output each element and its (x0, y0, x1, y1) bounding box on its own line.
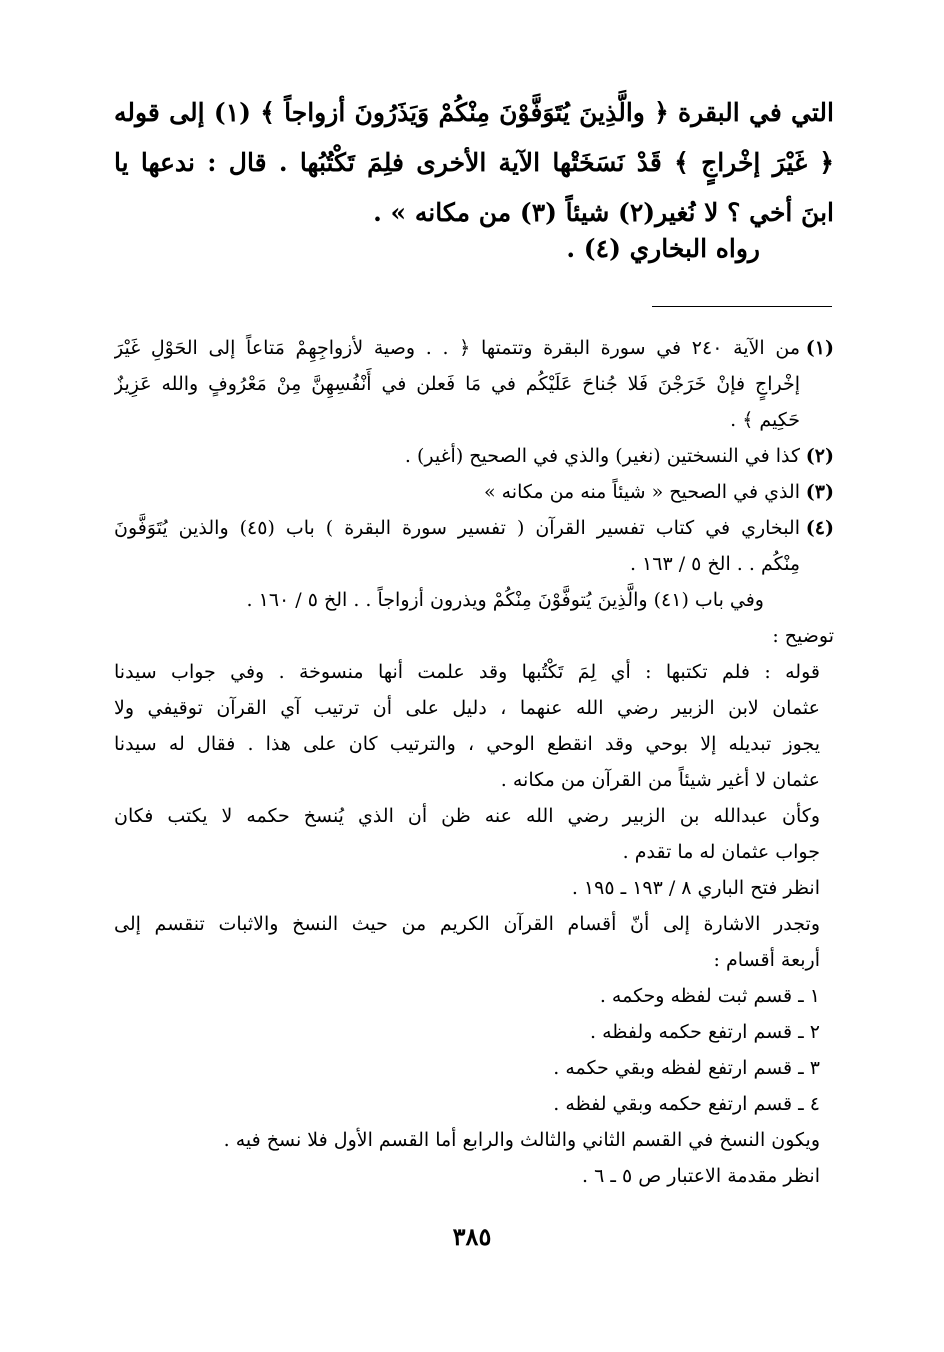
page-number: ٣٨٥ (452, 1222, 492, 1251)
footnote-line: الذي في الصحيح « شيئاً منه من مكانه » (483, 481, 800, 503)
footnote-line: كذا في النسختين (نغير) والذي في الصحيح (أغير) . (404, 445, 800, 467)
explanation-line: أربعة أقسام : (713, 949, 820, 971)
explanation-line: وكأن عبدالله بن الزبير رضي الله عنه ظن أن الذي يُنسخ حكمه لا يكتب فكان (114, 805, 820, 827)
footnote-number: (٤) (805, 517, 834, 539)
footnote-divider (652, 306, 832, 307)
explanation-title: توضيح : (772, 625, 834, 647)
footnote-3 (114, 474, 834, 510)
footnote-line: من الآية ٢٤٠ في سورة البقرة وتتمتها ﴿ . . وصية لأزواجِهِمْ مَتاعاً إلى الحَوْلِ غَيْرَ (114, 337, 800, 359)
explanation-line: وتجدر الاشارة إلى أنّ أقسام القرآن الكريم من حيث النسخ والاثبات تنقسم إلى (114, 913, 820, 935)
main-hadith-text (114, 88, 834, 238)
footnote-line: حَكِيم ﴾ . (730, 409, 800, 431)
footnote-number: (٢) (805, 445, 834, 467)
explanation-section (114, 618, 834, 1194)
main-line: التي في البقرة ﴿ والَّذِينَ يُتَوَفَّوْنَ مِنْكُمْ وَيَذَرُونَ أزواجاً ﴾ (١) إلى قوله (114, 98, 834, 127)
explanation-line: ويكون النسخ في القسم الثاني والثالث والرابع أما القسم الأول فلا نسخ فيه . (223, 1129, 820, 1151)
narration-source: رواه البخاري (٤) . (566, 234, 760, 263)
footnote-extra: وفي باب (٤١) والَّذِينَ يُتوفَّوْنَ مِنْكُمْ ويذرون أزواجاً . . الخ ٥ / ١٦٠ . (246, 589, 764, 611)
explanation-line: جواب عثمان له ما تقدم . (622, 841, 820, 863)
footnote-4 (114, 510, 834, 618)
main-line: ابنَ أخي ؟ لا نُغير(٢) شيئاً (٣) من مكانه » . (373, 198, 834, 227)
footnote-1 (114, 330, 834, 438)
list-item: ١ ـ قسم ثبت لفظه وحكمه . (599, 985, 820, 1007)
explanation-line: قوله : فلم تكتبها : أي لِمَ تَكْتُبها وقد علمت أنها منسوخة . وفي جواب سيدنا (114, 661, 820, 683)
categories-list (114, 978, 834, 1122)
footnote-number: (١) (805, 337, 834, 359)
footnote-2 (114, 438, 834, 474)
footnote-number: (٣) (805, 481, 834, 503)
explanation-line: يجوز تبديله إلا بوحي وقد انقطع الوحي ، والترتيب كان على هذا . فقال له سيدنا (114, 733, 820, 755)
list-item: ٤ ـ قسم ارتفع حكمه وبقي لفظه . (553, 1093, 820, 1115)
footnote-line: البخاري في كتاب تفسير القرآن ( تفسير سورة البقرة ) باب (٤٥) والذين يُتَوَفَّونَ (114, 517, 800, 539)
footnote-line: مِنْكُم . . الخ ٥ / ١٦٣ . (629, 553, 800, 575)
main-line: ﴿ غَيْرَ إخْراجٍ ﴾ قَدْ نَسَخَتْها الآية الأخرى فلِمَ تَكْتُبُها . قال : ندعها يا (114, 148, 834, 177)
reference-line: انظر مقدمة الاعتبار ص ٥ ـ ٦ . (582, 1165, 820, 1187)
list-item: ٢ ـ قسم ارتفع حكمه ولفظه . (590, 1021, 820, 1043)
list-item: ٣ ـ قسم ارتفع لفظه وبقي حكمه . (553, 1057, 820, 1079)
reference-line: انظر فتح الباري ٨ / ١٩٣ ـ ١٩٥ . (571, 877, 820, 899)
explanation-line: عثمان لا أغير شيئاً من القرآن من مكانه . (500, 769, 820, 791)
footnotes-section (114, 330, 834, 1194)
footnote-line: إخْراجٍ فإنْ خَرَجْنَ فَلا جُناحَ عَلَيْكُم في مَا فَعلن في أَنْفُسِهِنَّ مِنْ مَعْرُوفٍ والله عَزِيزٌ (114, 373, 800, 395)
explanation-line: عثمان لابن الزبير رضي الله عنهما ، دليل على أن ترتيب آي القرآن توقيفي ولا (114, 697, 820, 719)
